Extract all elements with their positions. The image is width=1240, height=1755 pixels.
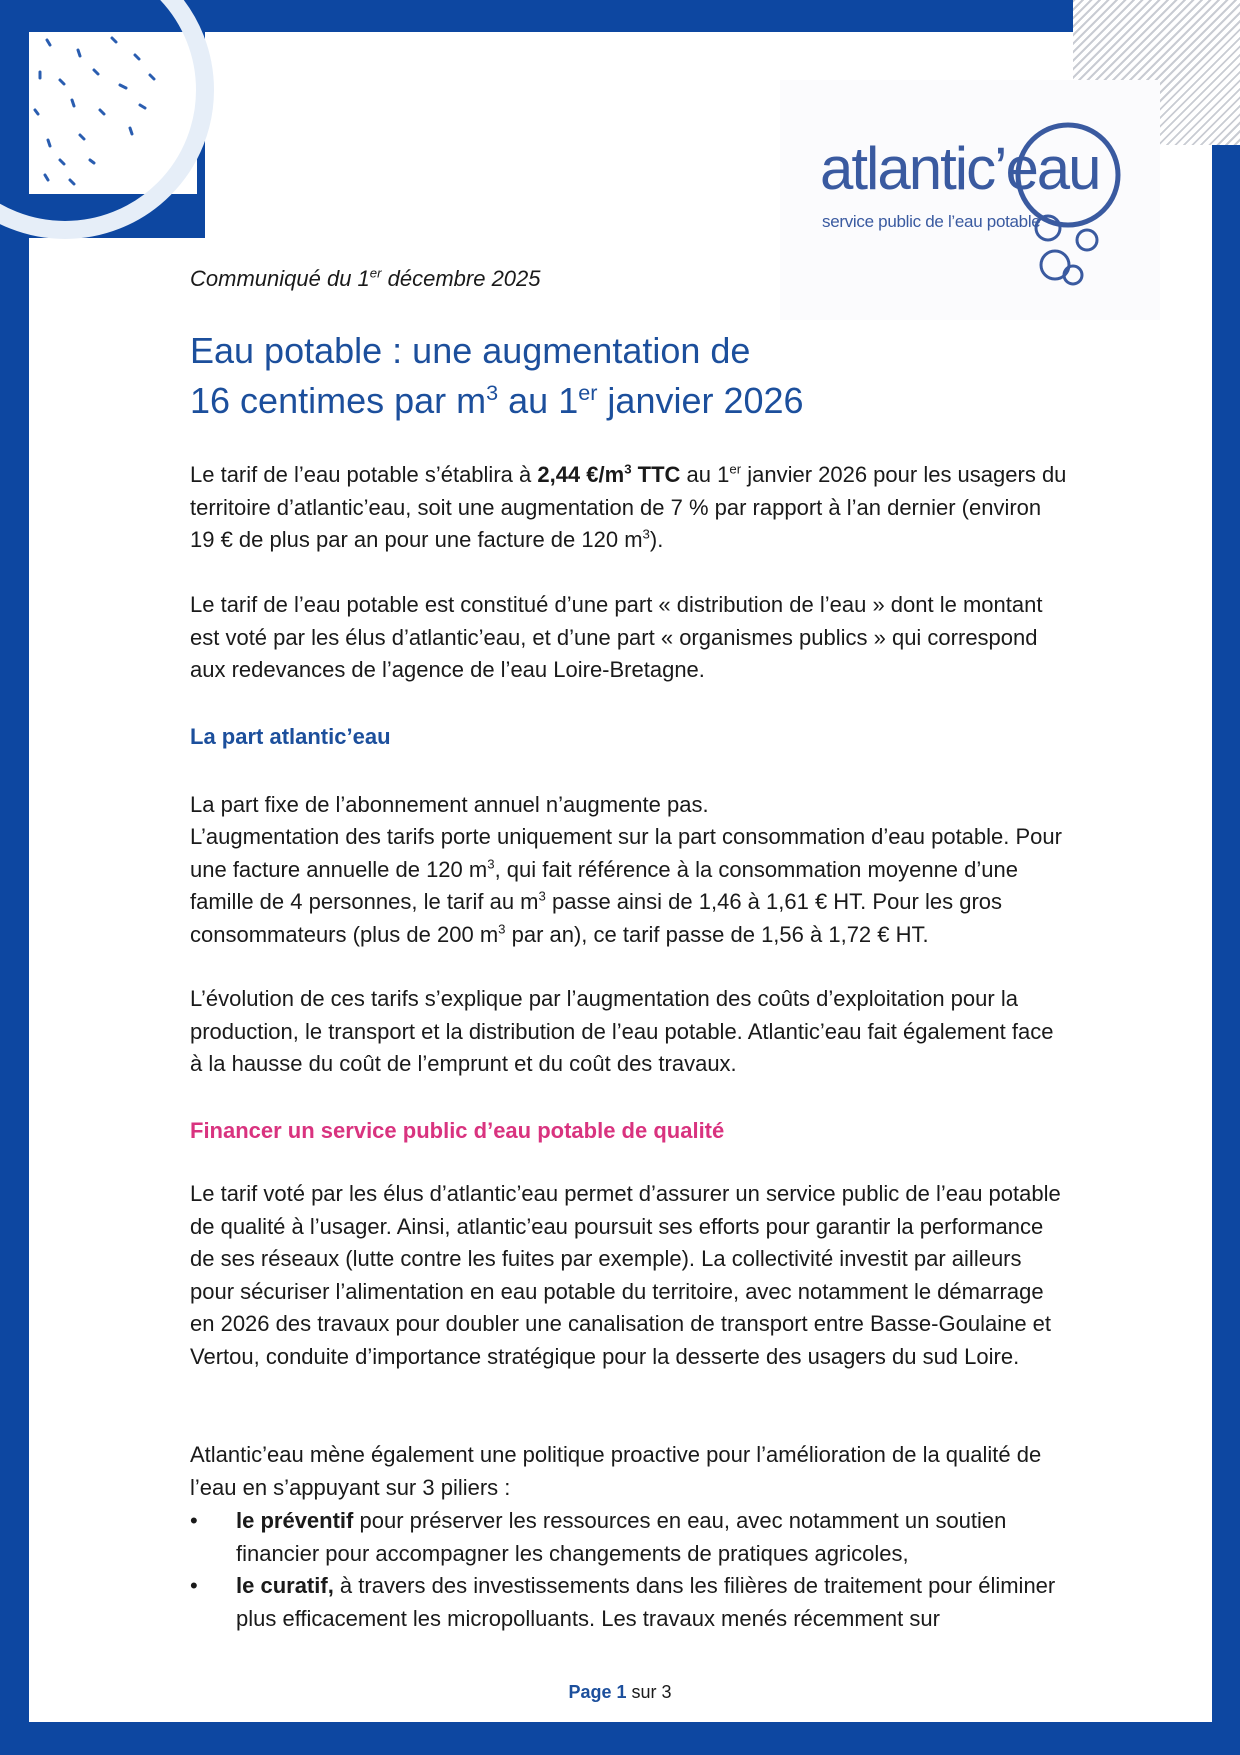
proactive-policy-paragraph: Atlantic’eau mène également une politique proactive pour l’amélioration de la qualité de l’eau en s’appuyant sur 3 piliers : bbox=[190, 1442, 1042, 1500]
fixed-part-line: La part fixe de l’abonnement annuel n’augmente pas. bbox=[190, 792, 709, 817]
logo-tagline: service public de l’eau potable bbox=[822, 212, 1041, 231]
list-item: • le curatif, à travers des investissements dans les filières de traitement pour éliminer plus efficacement les micropolluants. Les travaux menés récemment sur bbox=[190, 1570, 1090, 1635]
cost-evolution-paragraph: L’évolution de ces tarifs s’explique par l’augmentation des coûts d’exploitation pour la production, le transport et la distribution de l’eau potable. Atlantic’eau fait également face à la hausse du coût de l’emprunt et du coût des travaux. bbox=[190, 986, 1054, 1076]
list-item: • le préventif pour préserver les ressources en eau, avec notamment un soutien financier pour accompagner les changements de pratiques agricoles, bbox=[190, 1505, 1090, 1570]
page-total: sur 3 bbox=[626, 1682, 672, 1702]
bullet-icon: • bbox=[190, 1508, 198, 1533]
pillars-list bbox=[190, 1505, 1090, 1635]
bullet-icon: • bbox=[190, 1573, 198, 1598]
atlantic-eau-logo bbox=[780, 80, 1160, 320]
title-line-1: Eau potable : une augmentation de bbox=[190, 330, 751, 371]
frame-left-border bbox=[0, 0, 29, 1755]
intro-paragraph: Le tarif de l’eau potable s’établira à 2,44 $€/m^3$ TTC au 1er janvier 2026 pour les usagers du territoire d’atlantic’eau, soit une augmentation de 7 % par rapport à l’an dernier (environ 19 € de plus par an pour une facture de 120 $m^3$). bbox=[190, 461, 1067, 552]
bubbles-icon bbox=[780, 80, 1160, 320]
communique-date: Communiqué du 1er décembre 2025 bbox=[190, 265, 541, 291]
frame-right-border bbox=[1212, 145, 1240, 1755]
water-drops-decoration bbox=[0, 0, 220, 240]
title-line-2: 16 centimes par $m^3$ au 1er janvier 2026 bbox=[190, 380, 804, 421]
frame-bottom-border bbox=[0, 1722, 1240, 1755]
page-number: Page 1 bbox=[568, 1682, 627, 1702]
section-heading-part-atlantic-eau: La part atlantic’eau bbox=[190, 724, 391, 749]
page-title bbox=[190, 326, 1090, 426]
quality-service-paragraph: Le tarif voté par les élus d’atlantic’eau permet d’assurer un service public de l’eau potable de qualité à l’usager. Ainsi, atlantic’eau poursuit ses efforts pour garantir la performance de ses réseaux (lutte contre les fuites par exemple). La collectivité investit par ailleurs pour sécuriser l’alimentation en eau potable du territoire, avec notamment le démarrage en 2026 des travaux pour doubler une canalisation de transport entre Basse-Goulaine et Vertou, conduite d’importance stratégique pour la desserte des usagers du sud Loire. bbox=[190, 1181, 1061, 1369]
logo-wordmark: atlantic’eau bbox=[820, 135, 1100, 202]
section-heading-financing: Financer un service public d’eau potable de qualité bbox=[190, 1118, 725, 1143]
tariff-composition-paragraph: Le tarif de l’eau potable est constitué d’une part « distribution de l’eau » dont le montant est voté par les élus d’atlantic’eau, et d’une part « organismes publics » qui correspond aux redevances de l’agence de l’eau Loire-Bretagne. bbox=[190, 592, 1043, 682]
page-footer bbox=[0, 1682, 1240, 1703]
consumption-tariff-paragraph: L’augmentation des tarifs porte uniquement sur la part consommation d’eau potable. Pour une facture annuelle de 120 $m^3$, qui fait référence à la consommation moyenne d’une famille de 4 personnes, le tarif au $m^3$ passe ainsi de 1,46 à 1,61 € HT. Pour les gros consommateurs (plus de 200 $m^3$ par an), ce tarif passe de 1,56 à 1,72 € HT. bbox=[190, 824, 1062, 947]
